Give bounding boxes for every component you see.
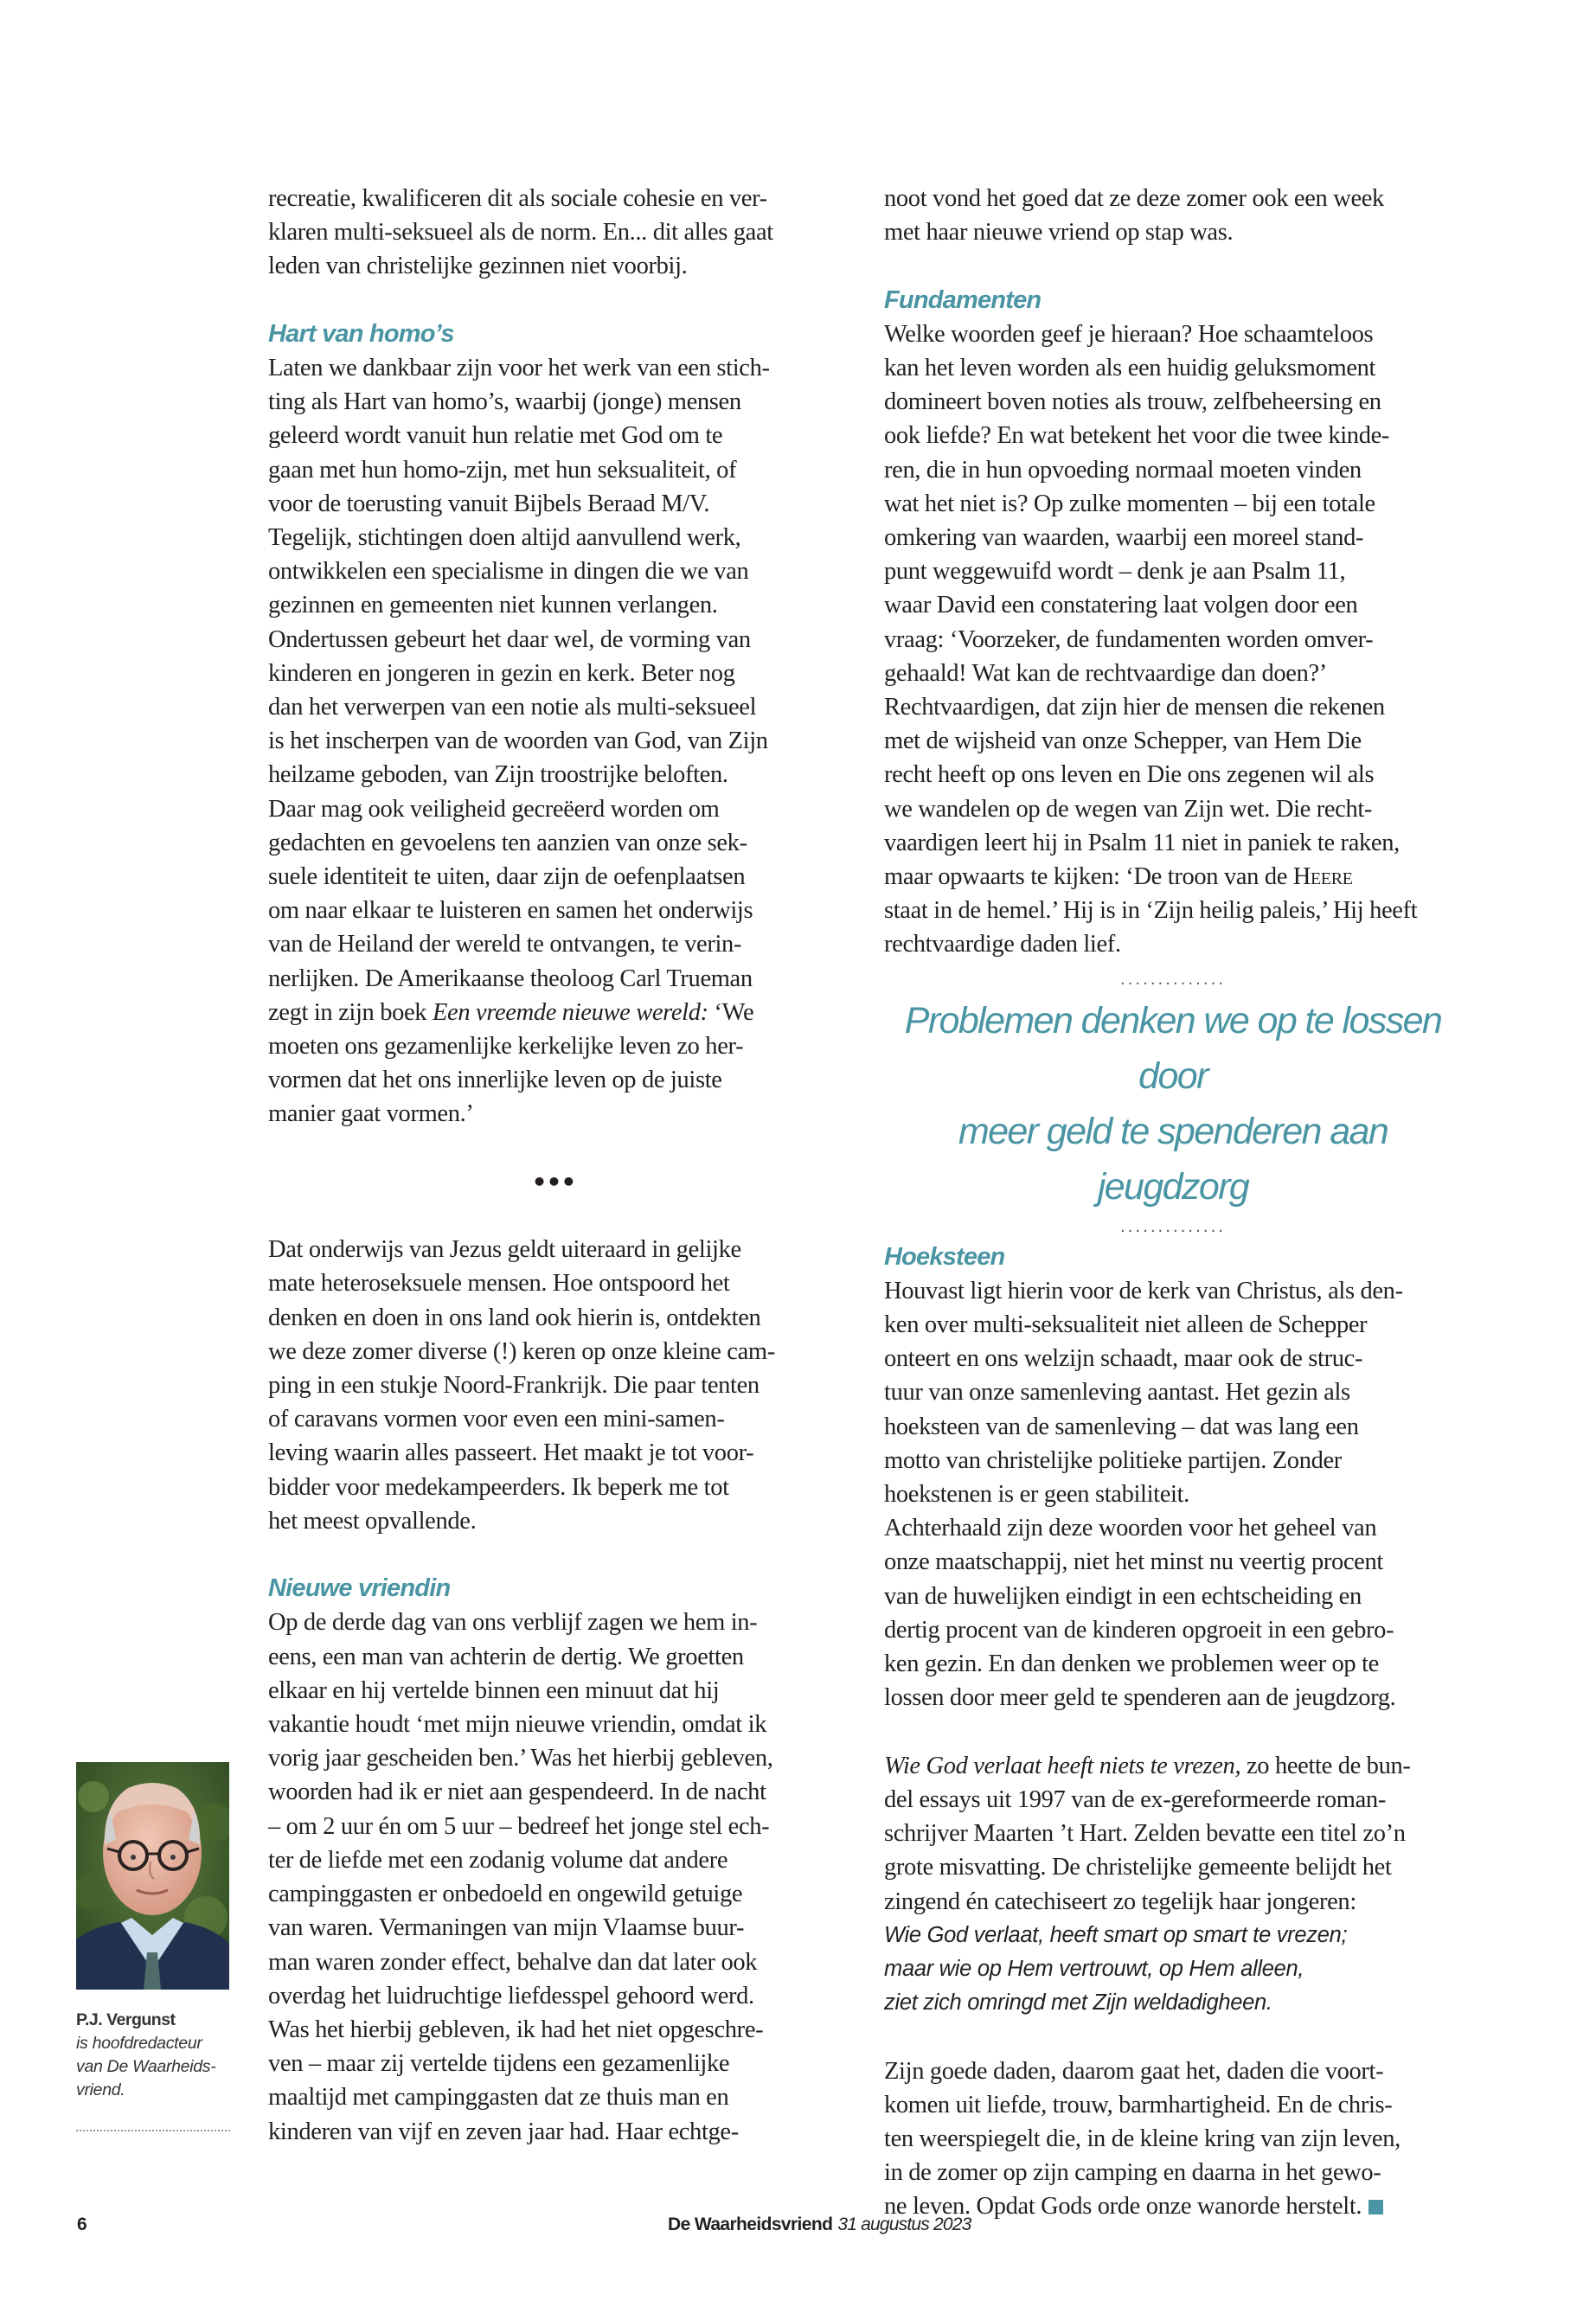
body-line: ter de liefde met een zodanig volume dat andere: [268, 1846, 728, 1874]
body-line: Ondertussen gebeurt het daar wel, de vorming van: [268, 625, 751, 653]
body-line: ken over multi-seksualiteit niet alleen de Schepper: [884, 1311, 1368, 1339]
body-line: grote misvatting. De christelijke gemeente belijdt het: [884, 1854, 1392, 1881]
book-title: Wie God verlaat heeft niets te vrezen,: [884, 1752, 1241, 1779]
author-role-line: van De Waarheids-: [76, 2057, 216, 2076]
body-line: nerlijken. De Amerikaanse theoloog Carl Trueman: [268, 965, 753, 992]
body-line: ten weerspiegelt die, in de kleine kring van zijn leven,: [884, 2125, 1401, 2152]
body-line: dertig procent van de kinderen opgroeit in een gebro-: [884, 1616, 1394, 1644]
body-line: leden van christelijke gezinnen niet voorbij.: [268, 253, 688, 280]
body-line: wat het niet is? Op zulke momenten – bij een totale: [884, 490, 1375, 517]
section-separator: •••: [531, 1167, 576, 1196]
body-line: Achterhaald zijn deze woorden voor het geheel van: [884, 1515, 1377, 1542]
publication-date: 31 augustus 2023: [837, 2214, 971, 2234]
body-line: – om 2 uur én om 5 uur – bedreef het jonge stel ech-: [268, 1812, 770, 1840]
body-line: gedachten en gevoelens ten aanzien van onze sek-: [268, 829, 747, 856]
body-line: ting als Hart van homo’s, waarbij (jonge) mensen: [268, 388, 741, 416]
body-line: we wandelen op de wegen van Zijn wet. Die recht-: [884, 795, 1373, 823]
body-line: ping in een stukje Noord-Frankrijk. Die paar tenten: [268, 1372, 760, 1400]
publication-name: De Waarheidsvriend: [668, 2214, 833, 2234]
body-line: eens, een man van achterin de dertig. We groetten: [268, 1643, 744, 1670]
section-camping-body: [268, 1233, 839, 1538]
body-line: hoekstenen is er geen stabiliteit.: [884, 1481, 1189, 1509]
body-line: leving waarin alles passeert. Het maakt je tot voor-: [268, 1439, 754, 1467]
body-line: woorden had ik er niet aan gespendeerd. In de nacht: [268, 1779, 766, 1806]
body-line: vraag: ‘Voorzeker, de fundamenten worden omver-: [884, 625, 1374, 653]
text-run: zegt in zijn boek: [268, 998, 433, 1026]
body-line: moeten ons gezamenlijke kerkelijke leven zo her-: [268, 1033, 744, 1061]
verse-line: Wie God verlaat, heeft smart op smart te vrezen;: [884, 1922, 1348, 1947]
body-line: vorig jaar gescheiden ben.’ Was het hierbij gebleven,: [268, 1745, 773, 1772]
body-line: heilzame geboden, van Zijn troostrijke beloften.: [268, 761, 728, 789]
section-fundamenten-body: [884, 317, 1462, 962]
pull-quote: [884, 967, 1462, 1240]
verse-line: maar wie op Hem vertrouwt, op Hem alleen,: [884, 1956, 1304, 1981]
body-line: Laten we dankbaar zijn voor het werk van een stich-: [268, 355, 770, 381]
body-line: is het inscherpen van de woorden van God, van Zijn: [268, 727, 768, 755]
body-line: motto van christelijke politieke partijen. Zonder: [884, 1446, 1342, 1474]
body-line: gezinnen en gemeenten niet kunnen verlangen.: [268, 592, 718, 619]
body-line: ven – maar zij vertelde tijdens een gezamenlijke: [268, 2050, 730, 2078]
body-line: recht heeft op ons leven en Die ons zegenen wil als: [884, 761, 1375, 789]
body-line: voor de toerusting vanuit Bijbels Beraad M/V.: [268, 490, 710, 517]
body-line: ontwikkelen een specialisme in dingen die we van: [268, 558, 749, 586]
body-line: om naar elkaar te luisteren en samen het onderwijs: [268, 897, 753, 925]
body-line: omkering van waarden, waarbij een moreel stand-: [884, 524, 1364, 552]
body-line: Welke woorden geef je hieraan? Hoe schaamteloos: [884, 320, 1374, 348]
section-heading-nieuwe-vriendin: Nieuwe vriendin: [268, 1574, 451, 1603]
body-line: mate heteroseksuele mensen. Hoe ontspoord het: [268, 1270, 730, 1298]
body-line: hoeksteen van de samenleving – dat was lang een: [884, 1413, 1359, 1440]
body-line: Was het hierbij gebleven, ik had het niet opgeschre-: [268, 2016, 764, 2043]
body-line: we deze zomer diverse (!) keren op onze kleine cam-: [268, 1337, 775, 1365]
pull-quote-rule-bottom: ..............: [1119, 1217, 1227, 1236]
body-line: ren, die in hun opvoeding normaal moeten vinden: [884, 456, 1362, 484]
body-line: denken en doen in ons land ook hierin is, ontdekten: [268, 1304, 761, 1331]
book-title: Een vreemde nieuwe wereld:: [432, 998, 708, 1026]
body-line: waar David een constatering laat volgen door een: [884, 592, 1358, 619]
body-line: kinderen van vijf en zeven jaar had. Haar echtge-: [268, 2118, 739, 2145]
section-heading-hart-van-homos: Hart van homo’s: [268, 319, 454, 348]
body-line: van de Heiland der wereld te ontvangen, te verin-: [268, 931, 742, 958]
author-name: P.J. Vergunst: [76, 2010, 176, 2029]
body-line: [884, 860, 1462, 894]
body-line: schrijver Maarten ’t Hart. Zelden bevatte een titel zo’n: [884, 1820, 1406, 1848]
pull-quote-line: Problemen denken we op te lossen door: [904, 999, 1442, 1097]
body-line: gaan met hun homo-zijn, met hun seksualiteit, of: [268, 456, 737, 484]
section-nieuwe-vriendin-body: [268, 1606, 839, 2148]
body-line: elkaar en hij vertelde binnen een minuut dat hij: [268, 1676, 720, 1704]
body-line: suele identiteit te uiten, daar zijn de oefenplaatsen: [268, 863, 746, 891]
body-line: staat in de hemel.’ Hij is in ‘Zijn heilig paleis,’ Hij heeft: [884, 897, 1418, 925]
body-line: vaardigen leert hij in Psalm 11 niet in paniek te raken,: [884, 829, 1400, 856]
body-line: campinggasten er onbedoeld en ongewild getuige: [268, 1881, 743, 1908]
author-caption: [76, 2009, 232, 2102]
body-line: bidder voor medekampeerders. Ik beperk me tot: [268, 1473, 729, 1501]
body-line: punt weggewuifd wordt – denk je aan Psalm 11,: [884, 558, 1346, 586]
body-line: man waren zonder effect, behalve dan dat later ook: [268, 1948, 758, 1976]
footer-publication: [668, 2214, 971, 2235]
section-hart-van-homos-body: [268, 351, 839, 1131]
section-hoeksteen-body: [884, 1274, 1462, 2224]
body-line: van waren. Vermaningen van mijn Vlaamse buur-: [268, 1914, 745, 1942]
body-line: dan het verwerpen van een notie als multi-seksueel: [268, 694, 757, 721]
author-role-line: vriend.: [76, 2080, 125, 2099]
author-portrait-icon: [76, 1762, 229, 1990]
body-line: del essays uit 1997 van de ex-gereformeerde roman-: [884, 1785, 1386, 1813]
pull-quote-line: meer geld te spenderen aan jeugdzorg: [958, 1110, 1388, 1208]
page-number: 6: [77, 2214, 87, 2234]
small-caps-heere: Heere: [1292, 863, 1353, 891]
body-line: maaltijd met campinggasten dat ze thuis man en: [268, 2084, 729, 2112]
body-line: noot vond het goed dat ze deze zomer ook een week: [884, 185, 1384, 212]
body-line: het meest opvallende.: [268, 1507, 477, 1535]
author-photo: [76, 1762, 229, 1990]
section-heading-fundamenten: Fundamenten: [884, 285, 1042, 314]
body-line: in de zomer op zijn camping en daarna in het gewo-: [884, 2159, 1381, 2187]
body-line: overdag het luidruchtige liefdesspel gehoord werd.: [268, 1982, 754, 2009]
end-of-article-square-icon: [1368, 2200, 1383, 2214]
section-heading-hoeksteen: Hoeksteen: [884, 1242, 1005, 1271]
body-line: rechtvaardige daden lief.: [884, 931, 1121, 958]
body-line: Dat onderwijs van Jezus geldt uiteraard in gelijke: [268, 1236, 741, 1264]
body-line: met de wijsheid van onze Schepper, van Hem Die: [884, 727, 1362, 755]
body-line: ken gezin. En dan denken we problemen weer op te: [884, 1650, 1379, 1678]
body-line: Tegelijk, stichtingen doen altijd aanvullend werk,: [268, 524, 741, 552]
body-line: gehaald! Wat kan de rechtvaardige dan doen?’: [884, 659, 1327, 687]
body-line: onteert en ons welzijn schaadt, maar ook de struc-: [884, 1345, 1363, 1373]
body-line: of caravans vormen voor even een mini-samen-: [268, 1406, 725, 1433]
body-line: klaren multi-seksueel als de norm. En... dit alles gaat: [268, 219, 773, 247]
body-line: recreatie, kwalificeren dit als sociale cohesie en ver-: [268, 185, 767, 212]
body-line: lossen door meer geld te spenderen aan de jeugdzorg.: [884, 1684, 1396, 1712]
body-line: manier gaat vormen.’: [268, 1100, 474, 1128]
body-line: vormen dat het ons innerlijke leven op de juiste: [268, 1067, 722, 1094]
article-left-column: [268, 182, 839, 2149]
body-line: Houvast ligt hierin voor de kerk van Christus, als den-: [884, 1277, 1403, 1304]
body-line: geleerd wordt vanuit hun relatie met God om te: [268, 422, 723, 450]
body-line: Op de derde dag van ons verblijf zagen we hem in-: [268, 1609, 758, 1637]
body-line: Zijn goede daden, daarom gaat het, daden die voort-: [884, 2057, 1384, 2085]
text-run: ‘We: [708, 998, 754, 1026]
body-line: zingend én catechiseert zo tegelijk haar jongeren:: [884, 1888, 1356, 1915]
verse-line: ziet zich omringd met Zijn weldadigheen.: [884, 1990, 1272, 2016]
pull-quote-rule-top: ..............: [1119, 970, 1227, 989]
caption-divider: [76, 2130, 230, 2131]
text-run: ne leven. Opdat Gods orde onze wanorde herstelt.: [884, 2193, 1362, 2221]
body-line: van de huwelijken eindigt in een echtscheiding en: [884, 1582, 1362, 1610]
body-line: Daar mag ook veiligheid gecreëerd worden om: [268, 795, 720, 823]
body-line: komen uit liefde, trouw, barmhartigheid. En de chris-: [884, 2091, 1393, 2118]
body-line: [884, 1749, 1462, 1783]
text-run: zo heette de bun-: [1240, 1752, 1411, 1779]
body-line: kan het leven worden als een huidig geluksmoment: [884, 355, 1376, 381]
body-line: tuur van onze samenleving aantast. Het gezin als: [884, 1379, 1350, 1407]
body-line: vakantie houdt ‘met mijn nieuwe vriendin, omdat ik: [268, 1711, 767, 1739]
body-line: kinderen en jongeren in gezin en kerk. Beter nog: [268, 659, 735, 687]
text-run: maar opwaarts te kijken: ‘De troon van de: [884, 863, 1293, 891]
author-role-line: is hoofdredacteur: [76, 2034, 202, 2053]
article-right-column: [884, 182, 1462, 2224]
body-line: [268, 996, 839, 1029]
body-line: onze maatschappij, niet het minst nu veertig procent: [884, 1548, 1383, 1576]
body-line: domineert boven noties als trouw, zelfbeheersing en: [884, 388, 1381, 416]
body-line: met haar nieuwe vriend op stap was.: [884, 219, 1234, 247]
body-line: ook liefde? En wat betekent het voor die twee kinde-: [884, 422, 1390, 450]
body-line: Rechtvaardigen, dat zijn hier de mensen die rekenen: [884, 694, 1385, 721]
